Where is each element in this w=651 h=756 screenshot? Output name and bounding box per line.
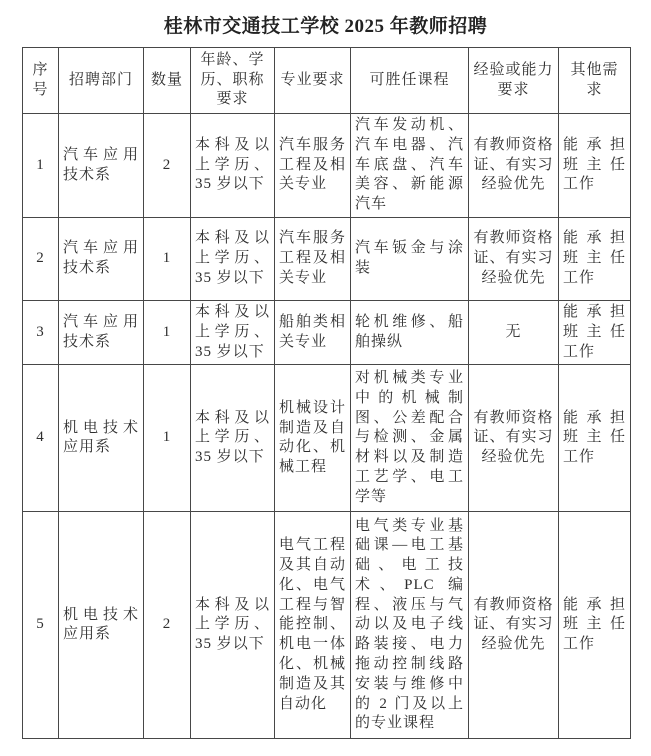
cell-age-education: 本科及以上学历、35 岁以下 (191, 512, 275, 739)
table-row (23, 365, 631, 512)
cell-age-education: 本科及以上学历、35 岁以下 (191, 114, 275, 218)
cell-serial: 1 (23, 114, 59, 218)
cell-serial: 2 (23, 218, 59, 301)
page-title: 桂林市交通技工学校 2025 年教师招聘 (163, 16, 488, 37)
cell-courses: 轮机维修、船舶操纵 (351, 301, 469, 365)
cell-experience: 有教师资格证、有实习经验优先 (469, 512, 559, 739)
cell-courses: 汽车钣金与涂装 (351, 218, 469, 301)
cell-department: 汽车应用技术系 (59, 114, 144, 218)
table-row (23, 218, 631, 301)
cell-courses: 电气类专业基础课—电工基础、电工技术、PLC 编程、液压与气动以及电子线路装接、电力拖动控制线路安装与维修中的 2 门及以上的专业课程 (351, 512, 469, 739)
cell-major: 船舶类相关专业 (275, 301, 351, 365)
cell-experience: 有教师资格证、有实习经验优先 (469, 218, 559, 301)
column-header-experience: 经验或能力要求 (469, 48, 559, 114)
cell-department: 机电技术应用系 (59, 365, 144, 512)
cell-department: 机电技术应用系 (59, 512, 144, 739)
cell-quantity: 1 (144, 218, 191, 301)
table-row (23, 512, 631, 739)
column-header-major: 专业要求 (275, 48, 351, 114)
cell-major: 汽车服务工程及相关专业 (275, 114, 351, 218)
column-header-quantity: 数量 (144, 48, 191, 114)
cell-quantity: 2 (144, 512, 191, 739)
column-header-other: 其他需求 (559, 48, 631, 114)
cell-department: 汽车应用技术系 (59, 218, 144, 301)
column-header-age-education: 年龄、学历、职称要求 (191, 48, 275, 114)
cell-courses: 对机械类专业中的机械制图、公差配合与检测、金属材料以及制造工艺学、电工学等 (351, 365, 469, 512)
table-row (23, 114, 631, 218)
column-header-courses: 可胜任课程 (351, 48, 469, 114)
cell-experience: 有教师资格证、有实习经验优先 (469, 365, 559, 512)
cell-serial: 3 (23, 301, 59, 365)
recruitment-table (22, 47, 631, 739)
cell-other: 能承担班主任工作 (559, 365, 631, 512)
cell-other: 能承担班主任工作 (559, 512, 631, 739)
table-row (23, 301, 631, 365)
cell-quantity: 1 (144, 365, 191, 512)
cell-experience: 有教师资格证、有实习经验优先 (469, 114, 559, 218)
cell-other: 能承担班主任工作 (559, 218, 631, 301)
cell-major: 汽车服务工程及相关专业 (275, 218, 351, 301)
cell-quantity: 1 (144, 301, 191, 365)
cell-major: 电气工程及其自动化、电气工程与智能控制、机电一体化、机械制造及其自动化 (275, 512, 351, 739)
cell-other: 能承担班主任工作 (559, 114, 631, 218)
cell-quantity: 2 (144, 114, 191, 218)
cell-major: 机械设计制造及自动化、机械工程 (275, 365, 351, 512)
header-row (23, 48, 631, 114)
cell-other: 能承担班主任工作 (559, 301, 631, 365)
cell-age-education: 本科及以上学历、35 岁以下 (191, 301, 275, 365)
cell-courses: 汽车发动机、汽车电器、汽车底盘、汽车美容、新能源汽车 (351, 114, 469, 218)
cell-department: 汽车应用技术系 (59, 301, 144, 365)
cell-age-education: 本科及以上学历、35 岁以下 (191, 218, 275, 301)
cell-experience: 无 (469, 301, 559, 365)
cell-serial: 4 (23, 365, 59, 512)
column-header-department: 招聘部门 (59, 48, 144, 114)
column-header-serial: 序号 (23, 48, 59, 114)
cell-serial: 5 (23, 512, 59, 739)
cell-age-education: 本科及以上学历、35 岁以下 (191, 365, 275, 512)
